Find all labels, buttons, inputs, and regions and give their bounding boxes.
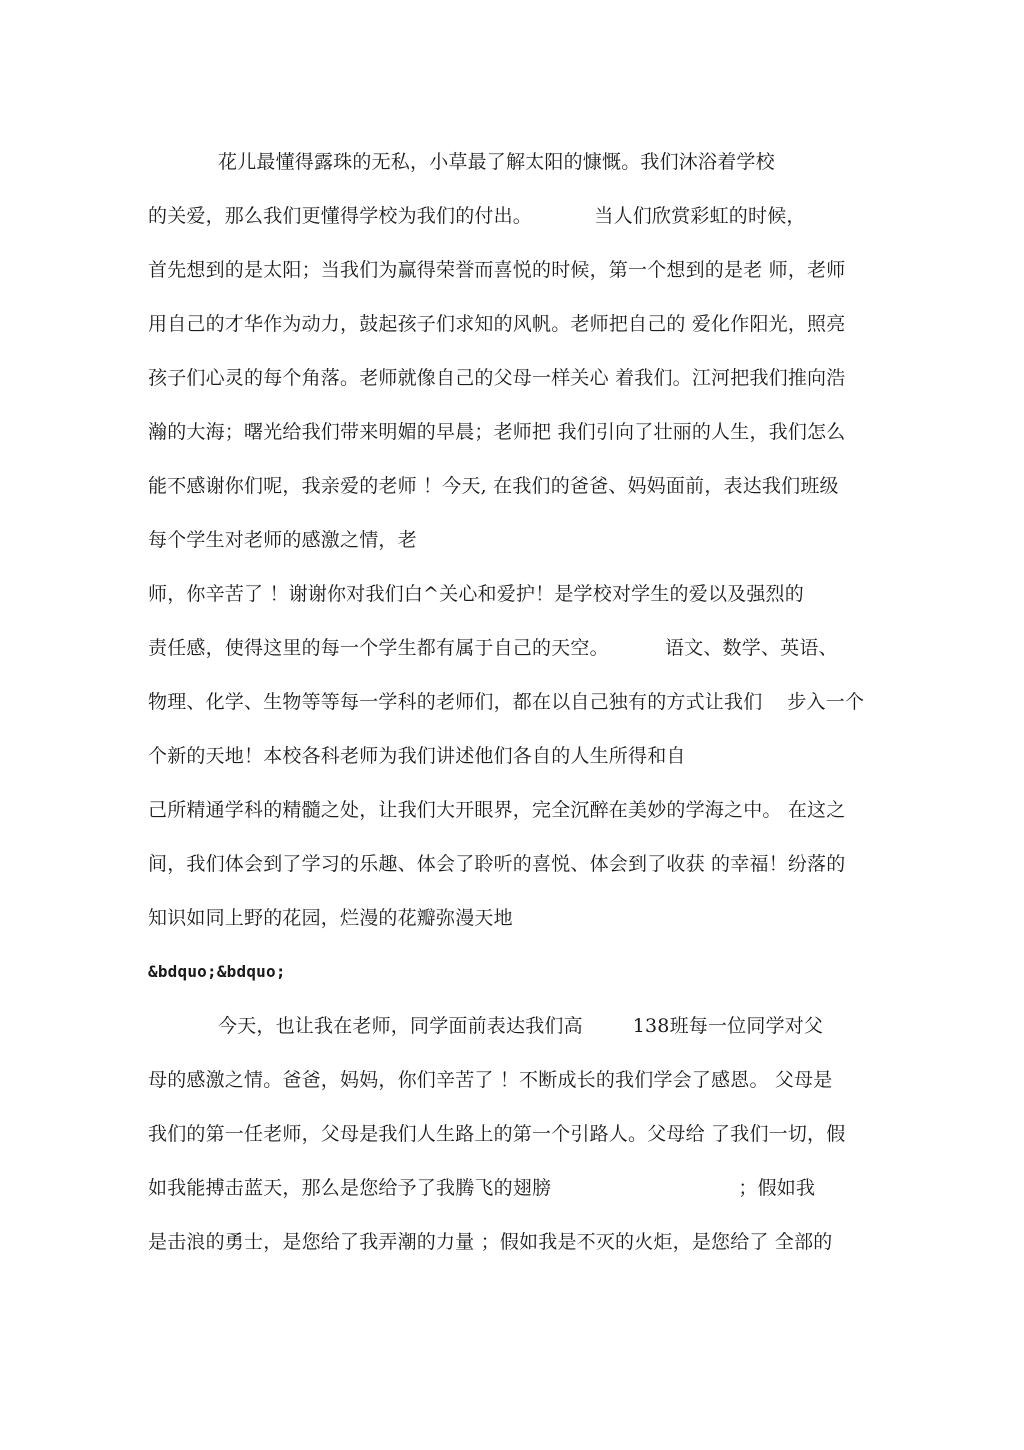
paragraph-1-line-13: 己所精通学科的精髓之处，让我们大开眼界，完全沉醉在美妙的学海之中。 在这之 — [148, 799, 846, 821]
paragraph-1-line-12: 个新的天地！本校各科老师为我们讲述他们各自的人生所得和自 — [148, 745, 686, 767]
paragraph-1-line-10: 责任感，使得这里的每一个学生都有属于自己的天空。 语文、数学、英语、 — [148, 637, 838, 659]
paragraph-1-line-1: 花儿最懂得露珠的无私，小草最了解太阳的慷慨。我们沐浴着学校 — [218, 151, 775, 173]
paragraph-1-line-11: 物理、化学、生物等等每一学科的老师们，都在以自己独有的方式让我们 步入一个 — [148, 691, 865, 713]
paragraph-1-line-5: 孩子们心灵的每个角落。老师就像自己的父母一样关心 着我们。江河把我们推向浩 — [148, 367, 846, 389]
paragraph-1-line-8: 每个学生对老师的感激之情，老 — [148, 529, 417, 551]
paragraph-2-line-4: 如我能搏击蓝天，那么是您给予了我腾飞的翅膀 ；假如我 — [148, 1177, 816, 1199]
paragraph-2-line-5: 是击浪的勇士，是您给了我弄潮的力量 ；假如我是不灭的火炬，是您给了 全部的 — [148, 1231, 833, 1253]
paragraph-1-line-4: 用自己的才华作为动力，鼓起孩子们求知的风帆。老师把自己的 爱化作阳光，照亮 — [148, 313, 846, 335]
paragraph-1-line-7: 能不感谢你们呢，我亲爱的老师 ！今天, 在我们的爸爸、妈妈面前，表达我们班级 — [148, 475, 839, 497]
paragraph-2-line-3: 我们的第一任老师，父母是我们人生路上的第一个引路人。父母给 了我们一切，假 — [148, 1123, 846, 1145]
paragraph-2-line-1: 今天，也让我在老师，同学面前表达我们高 138班每一位同学对父 — [218, 1015, 824, 1037]
paragraph-1-line-9: 师，你辛苦了 ！谢谢你对我们白^关心和爱护！是学校对学生的爱以及强烈的 — [148, 583, 804, 605]
entity-text-line: &bdquo;&bdquo; — [148, 962, 286, 981]
paragraph-1-line-2: 的关爱，那么我们更懂得学校为我们的付出。 当人们欣赏彩虹的时候， — [148, 205, 806, 227]
paragraph-2-line-2: 母的感激之情。爸爸，妈妈，你们辛苦了 ！不断成长的我们学会了感恩。 父母是 — [148, 1069, 833, 1091]
paragraph-1-line-6: 瀚的大海；曙光给我们带来明媚的早晨；老师把 我们引向了壮丽的人生，我们怎么 — [148, 421, 846, 443]
paragraph-1-line-15: 知识如同上野的花园，烂漫的花瓣弥漫天地 — [148, 907, 513, 929]
paragraph-1-line-14: 间，我们体会到了学习的乐趣、体会了聆听的喜悦、体会到了收获 的幸福！纷落的 — [148, 853, 846, 875]
paragraph-1-line-3: 首先想到的是太阳；当我们为赢得荣誉而喜悦的时候，第一个想到的是老 师，老师 — [148, 259, 846, 281]
